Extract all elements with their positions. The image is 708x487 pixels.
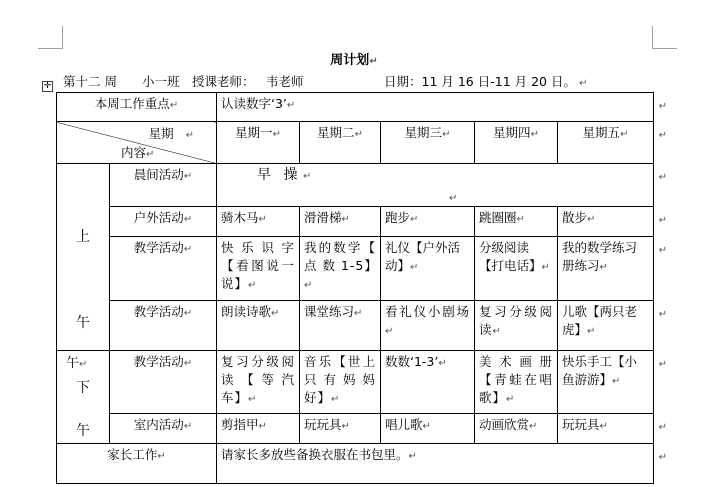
crop-mark-top-right	[652, 26, 677, 49]
row-label-indoor: 室内活动↵	[110, 414, 217, 444]
day-header-1: 星期一↵	[217, 122, 300, 164]
teach2-thu: 复习分级阅读↵	[475, 301, 558, 351]
row-label-teach-2: 教学活动↵	[110, 301, 217, 351]
teach1-thu: 分级阅读【打电话】↵	[475, 237, 558, 301]
teach3-wed: 数数‘1-3’↵	[381, 351, 475, 414]
section-afternoon	[57, 351, 110, 444]
outdoor-mon: 骑木马↵	[217, 207, 300, 237]
indoor-tue: 玩玩具↵	[300, 414, 381, 444]
weekly-plan-table	[56, 92, 668, 484]
row-label-teach-3: 教学活动↵	[110, 351, 217, 414]
teach1-mon: 快乐识字【看图说一说】↵	[217, 237, 300, 301]
row-label-outdoor: 户外活动↵	[110, 207, 217, 237]
teach2-fri: 儿歌【两只老虎】↵ ↵	[558, 301, 654, 351]
teacher-name: 韦老师	[266, 74, 304, 89]
teach3-mon: 复习分级阅读【等汽车】↵	[217, 351, 300, 414]
section-morning-top: 上	[76, 229, 90, 245]
class-name: 小一班	[142, 74, 180, 89]
day-header-4: 星期四↵	[475, 122, 558, 164]
page-title: 周计划↵	[330, 53, 378, 68]
section-morning-bottom: 午	[76, 315, 90, 331]
teach3-fri: 快乐手工【小鱼游游】↵ ↵	[558, 351, 654, 414]
outdoor-tue: 滑滑梯↵	[300, 207, 381, 237]
teach1-wed: 礼仪【户外活动】↵	[381, 237, 475, 301]
day-header-3: 星期三↵	[381, 122, 475, 164]
indoor-mon: 剪指甲↵	[217, 414, 300, 444]
focus-label: 本周工作重点↵	[57, 93, 217, 122]
crop-mark-top-left	[38, 26, 63, 49]
row-label-teach-1: 教学活动↵	[110, 237, 217, 301]
section-afternoon-extra: 午↵	[66, 356, 88, 371]
outdoor-fri: 散步↵ ↵	[558, 207, 654, 237]
outdoor-thu: 跳圈圈↵	[475, 207, 558, 237]
section-afternoon-bottom: 午	[76, 423, 90, 439]
teach1-fri: 我的数学练习册练习↵ ↵	[558, 237, 654, 301]
teacher-label: 授课老师：	[192, 74, 255, 89]
table-move-handle-icon[interactable]: ✛	[43, 81, 52, 91]
teach2-wed: 看礼仪小剧场↵	[381, 301, 475, 351]
focus-value: 认读数字‘3’↵ ↵	[217, 93, 654, 122]
outdoor-wed: 跑步↵	[381, 207, 475, 237]
section-afternoon-top: 下	[76, 380, 90, 396]
parents-value: 请家长多放些备换衣服在书包里。↵ ↵	[217, 444, 654, 484]
content-label: 内容↵	[121, 145, 155, 160]
teach2-tue: 课堂练习↵	[300, 301, 381, 351]
indoor-fri: 玩玩具↵ ↵	[558, 414, 654, 444]
week-number: 第十二 周	[63, 74, 117, 89]
indoor-wed: 唱儿歌↵	[381, 414, 475, 444]
day-header-5: 星期五↵ ↵	[558, 122, 654, 164]
teach2-mon: 朗读诗歌↵	[217, 301, 300, 351]
teach3-thu: 美术画册【青蛙在唱歌】↵	[475, 351, 558, 414]
section-morning	[57, 164, 110, 351]
day-header-2: 星期二↵	[300, 122, 381, 164]
indoor-thu: 动画欣赏↵	[475, 414, 558, 444]
row-label-morning: 晨间活动↵	[110, 164, 217, 207]
teach1-tue: 我的数学【 点 数 1-5】↵	[300, 237, 381, 301]
header-diagonal-cell	[57, 122, 217, 164]
date-range: 日期：11 月 16 日-11 月 20 日。 ↵	[384, 74, 588, 89]
weekday-label: 星期 ↵	[148, 126, 194, 141]
morning-activity: 早 操 ↵ ↵ ↵	[217, 164, 654, 207]
teach3-tue: 音乐【世上只有妈妈好】↵	[300, 351, 381, 414]
parents-label: 家长工作↵	[57, 444, 217, 484]
